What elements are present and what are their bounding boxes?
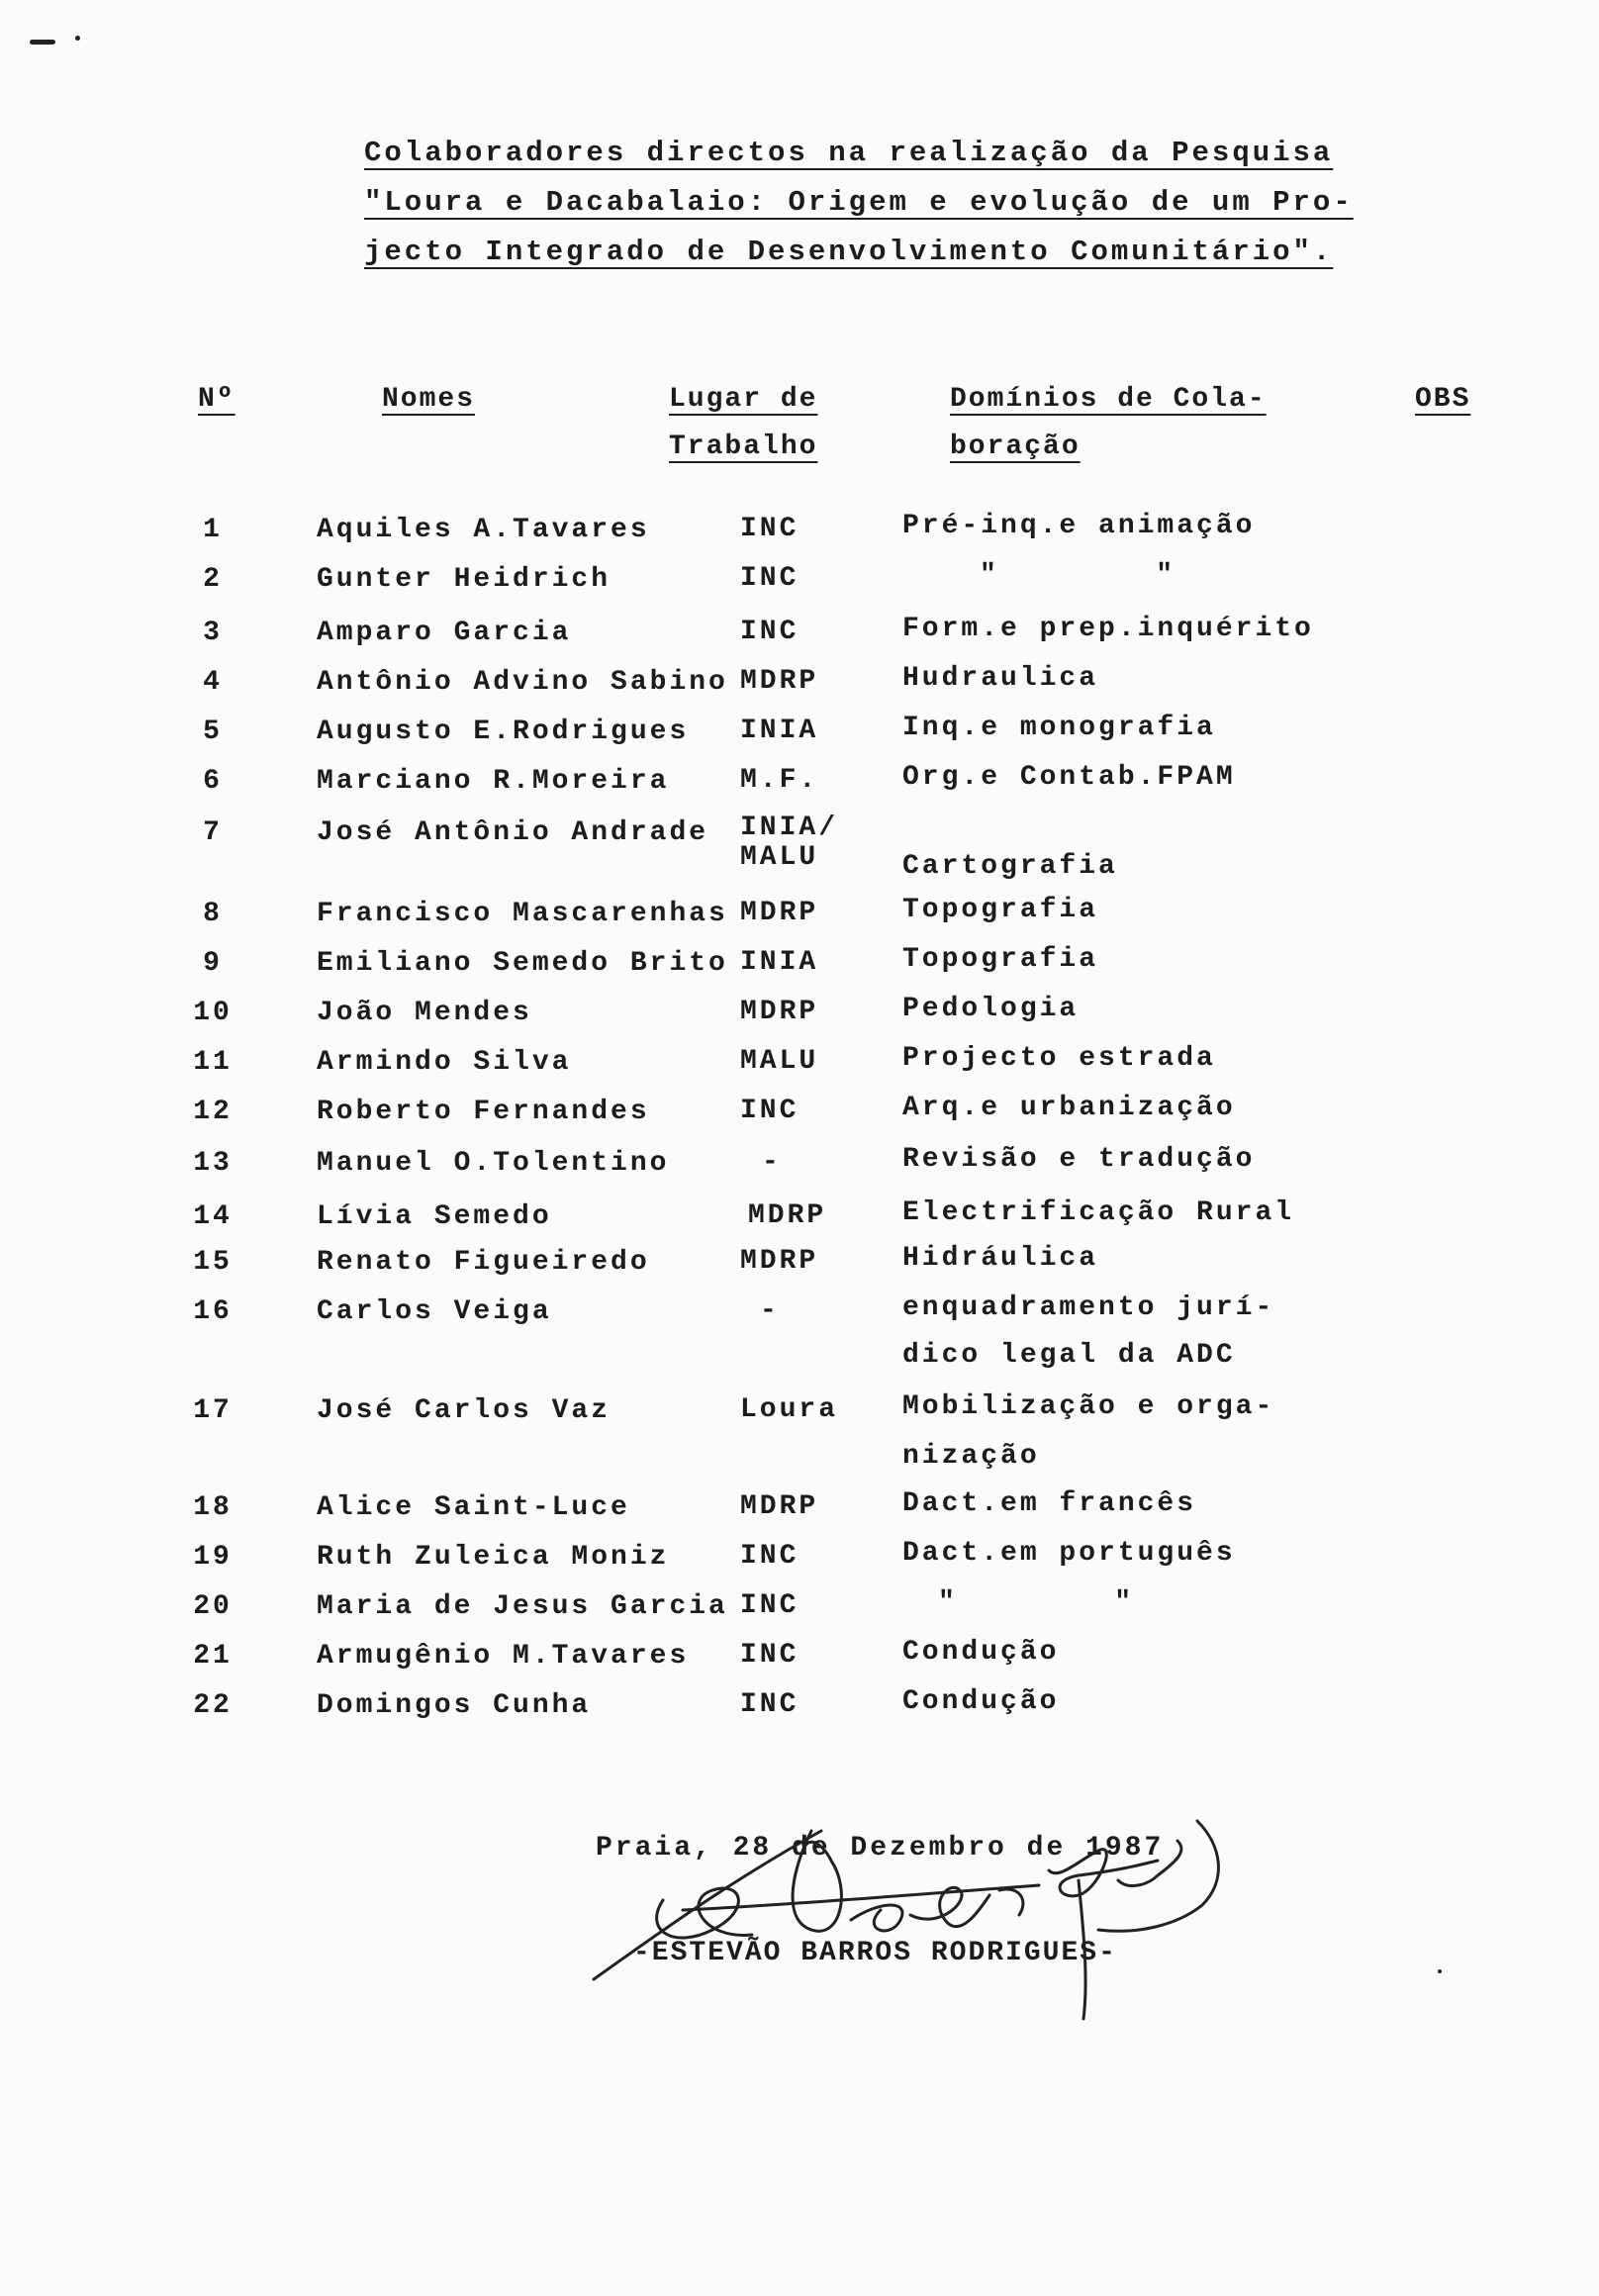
row-domain: Hidráulica bbox=[902, 1243, 1099, 1274]
row-number: 14 bbox=[193, 1201, 233, 1232]
row-domain: Topografia bbox=[902, 895, 1099, 925]
header-domain-line2: boração bbox=[950, 431, 1081, 462]
place-date: Praia, 28 de Dezembro de 1987 bbox=[596, 1833, 1165, 1864]
row-workplace: - bbox=[760, 1295, 780, 1326]
row-workplace: INC bbox=[740, 1541, 800, 1572]
row-number: 1 bbox=[203, 515, 223, 545]
row-domain: " " bbox=[980, 560, 1176, 591]
row-domain-line2: Cartografia bbox=[902, 851, 1118, 882]
row-domain: Revisão e tradução bbox=[902, 1144, 1256, 1175]
row-number: 2 bbox=[203, 564, 223, 595]
row-number: 3 bbox=[203, 618, 223, 648]
row-name: Carlos Veiga bbox=[317, 1296, 552, 1327]
row-number: 11 bbox=[193, 1047, 233, 1078]
handwritten-signature bbox=[584, 1791, 1237, 2029]
row-workplace: INC bbox=[740, 1640, 800, 1671]
row-name: Maria de Jesus Garcia bbox=[317, 1591, 728, 1622]
row-domain-line2: dico legal da ADC bbox=[902, 1340, 1236, 1371]
row-name: Gunter Heidrich bbox=[317, 564, 611, 595]
row-name: Francisco Mascarenhas bbox=[317, 899, 728, 929]
header-work-line1: Lugar de bbox=[669, 384, 818, 415]
row-name: Emiliano Semedo Brito bbox=[317, 948, 728, 979]
row-name: José Carlos Vaz bbox=[317, 1395, 611, 1426]
row-number: 19 bbox=[193, 1542, 233, 1573]
row-name: Armugênio M.Tavares bbox=[317, 1641, 690, 1672]
row-number: 21 bbox=[193, 1641, 233, 1672]
row-domain: Dact.em português bbox=[902, 1538, 1236, 1569]
header-num: Nº bbox=[198, 384, 235, 415]
row-workplace: MDRP bbox=[740, 1491, 819, 1522]
header-obs: OBS bbox=[1415, 384, 1471, 415]
row-domain-line2: nização bbox=[902, 1441, 1040, 1472]
row-number: 16 bbox=[193, 1296, 233, 1327]
row-name: Marciano R.Moreira bbox=[317, 766, 670, 797]
row-workplace: MALU bbox=[740, 1046, 819, 1077]
row-name: Ruth Zuleica Moniz bbox=[317, 1542, 670, 1573]
scan-speck bbox=[30, 40, 55, 45]
title-line: Colaboradores directos na realização da Pesquisa bbox=[364, 137, 1334, 169]
row-name: Amparo Garcia bbox=[317, 618, 572, 648]
scan-speck bbox=[75, 36, 80, 41]
row-number: 9 bbox=[203, 948, 223, 979]
row-number: 13 bbox=[193, 1148, 233, 1179]
row-domain: Mobilização e orga- bbox=[902, 1391, 1275, 1422]
row-domain: " " bbox=[938, 1587, 1135, 1618]
row-workplace: M.F. bbox=[740, 765, 819, 796]
row-domain: Form.e prep.inquérito bbox=[902, 614, 1314, 644]
row-workplace: INC bbox=[740, 1689, 800, 1720]
row-domain: Projecto estrada bbox=[902, 1043, 1216, 1074]
row-workplace: INIA/ bbox=[740, 813, 839, 843]
row-name: Renato Figueiredo bbox=[317, 1247, 650, 1278]
row-domain: Condução bbox=[902, 1637, 1060, 1668]
row-workplace: INC bbox=[740, 514, 800, 544]
row-workplace: MDRP bbox=[740, 997, 819, 1027]
row-workplace: INC bbox=[740, 563, 800, 594]
row-domain: Electrificação Rural bbox=[902, 1197, 1295, 1228]
row-number: 4 bbox=[203, 667, 223, 698]
header-work-line2: Trabalho bbox=[669, 431, 818, 462]
row-domain: Condução bbox=[902, 1686, 1060, 1717]
row-name: José Antônio Andrade bbox=[317, 817, 709, 848]
row-workplace: MDRP bbox=[740, 1246, 819, 1277]
header-domain-line1: Domínios de Cola- bbox=[950, 384, 1267, 415]
title-line: "Loura e Dacabalaio: Origem e evolução de um Pro- bbox=[364, 186, 1354, 219]
row-workplace-line2: MALU bbox=[740, 842, 819, 873]
row-workplace: INIA bbox=[740, 716, 819, 746]
row-domain: Hudraulica bbox=[902, 663, 1099, 694]
row-workplace: Loura bbox=[740, 1394, 839, 1425]
scan-speck bbox=[1438, 1969, 1442, 1973]
row-number: 8 bbox=[203, 899, 223, 929]
row-name: João Mendes bbox=[317, 998, 532, 1028]
row-name: Armindo Silva bbox=[317, 1047, 572, 1078]
row-domain: enquadramento jurí- bbox=[902, 1292, 1275, 1323]
row-domain: Arq.e urbanização bbox=[902, 1093, 1236, 1123]
row-name: Manuel O.Tolentino bbox=[317, 1148, 670, 1179]
row-name: Aquiles A.Tavares bbox=[317, 515, 650, 545]
row-name: Augusto E.Rodrigues bbox=[317, 717, 690, 747]
row-workplace: INIA bbox=[740, 947, 819, 978]
row-name: Domingos Cunha bbox=[317, 1690, 592, 1721]
row-domain: Org.e Contab.FPAM bbox=[902, 762, 1236, 793]
row-number: 10 bbox=[193, 998, 233, 1028]
row-number: 22 bbox=[193, 1690, 233, 1721]
row-domain: Inq.e monografia bbox=[902, 713, 1216, 743]
row-workplace: INC bbox=[740, 617, 800, 647]
row-number: 12 bbox=[193, 1097, 233, 1127]
row-number: 18 bbox=[193, 1492, 233, 1523]
row-workplace: - bbox=[762, 1147, 782, 1178]
title-line: jecto Integrado de Desenvolvimento Comunitário". bbox=[364, 236, 1334, 268]
document-title bbox=[364, 129, 1373, 277]
row-name: Lívia Semedo bbox=[317, 1201, 552, 1232]
row-workplace: INC bbox=[740, 1096, 800, 1126]
row-name: Roberto Fernandes bbox=[317, 1097, 650, 1127]
row-number: 17 bbox=[193, 1395, 233, 1426]
row-workplace: MDRP bbox=[748, 1200, 827, 1231]
row-domain: Topografia bbox=[902, 944, 1099, 975]
row-number: 5 bbox=[203, 717, 223, 747]
row-number: 6 bbox=[203, 766, 223, 797]
row-domain: Pré-inq.e animação bbox=[902, 511, 1256, 541]
row-workplace: MDRP bbox=[740, 666, 819, 697]
row-number: 20 bbox=[193, 1591, 233, 1622]
row-name: Antônio Advino Sabino bbox=[317, 667, 728, 698]
row-domain: Pedologia bbox=[902, 994, 1080, 1024]
signer-name: -ESTEVÃO BARROS RODRIGUES- bbox=[633, 1938, 1117, 1968]
row-workplace: MDRP bbox=[740, 898, 819, 928]
row-workplace: INC bbox=[740, 1590, 800, 1621]
row-number: 15 bbox=[193, 1247, 233, 1278]
row-number: 7 bbox=[203, 817, 223, 848]
row-name: Alice Saint-Luce bbox=[317, 1492, 630, 1523]
header-name: Nomes bbox=[382, 384, 476, 415]
row-domain: Dact.em francês bbox=[902, 1488, 1197, 1519]
